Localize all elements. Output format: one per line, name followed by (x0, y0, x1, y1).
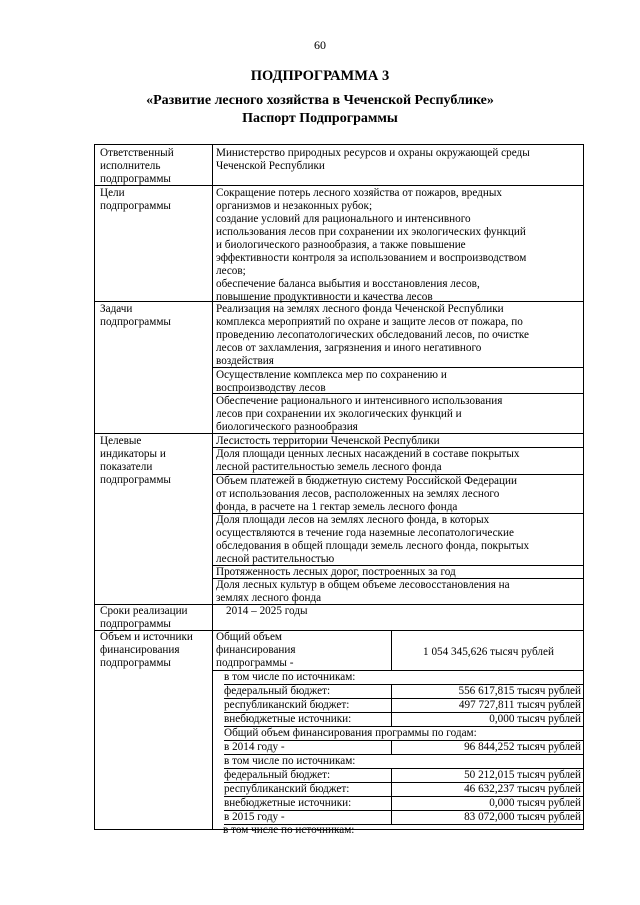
financing-line: в том числе по источникам: (223, 824, 355, 836)
row-separator (95, 301, 583, 302)
task-item: Обеспечение рационального и интенсивного использования лесов при сохранении их экологических функций и биологического разнообразия (216, 395, 503, 433)
financing-line: федеральный бюджет: 556 617,815 тысяч рублей (224, 685, 581, 697)
indicator-item: Протяженность лесных дорог, построенных за год (216, 566, 456, 578)
row-separator (95, 433, 583, 434)
financing-label: Объем и источники финансирования подпрограммы (100, 631, 193, 669)
passport-title: Паспорт Подпрограммы (242, 111, 398, 126)
goals-label: Цели подпрограммы (100, 187, 171, 212)
page-number: 60 (314, 38, 326, 52)
indicator-item: Доля площади лесов на землях лесного фонда, в которых осуществляются в течение года наземные лесопатологические обследования в общей площади земель лесного фонда, покрытых лесной растительностью (216, 514, 530, 565)
subprogram-title: ПОДПРОГРАММА 3 (250, 68, 390, 84)
executor-label: Ответственный исполнитель подпрограммы (100, 147, 174, 185)
goals-value: Сокращение потерь лесного хозяйства от пожаров, вредных организмов и незаконных рубок; создание условий для рационального и интенсивного использования лесов при сохранении их экологических функций и биологического разнообразия, а также повышение эффективности контроля за использованием и воспроизводством лесов; обеспечение баланса выбытия и восстановления лесов, повышение продуктивности и качества лесов (216, 187, 527, 303)
cell-separator (391, 684, 392, 726)
tasks-label: Задачи подпрограммы (100, 303, 171, 328)
task-item: Реализация на землях лесного фонда Чеченской Республики комплекса мероприятий по охране и защите лесов от пожара, по проведению лесопатологических обследований лесов, по очистке лесов от захламления, загрязнения и иного негативного воздействия (216, 303, 529, 367)
cell-separator (212, 393, 583, 394)
financing-line: внебюджетные источники: 0,000 тысяч рублей (224, 797, 581, 809)
financing-line: внебюджетные источники: 0,000 тысяч рублей (224, 713, 581, 725)
terms-label: Сроки реализации подпрограммы (100, 605, 188, 630)
financing-line: федеральный бюджет: 50 212,015 тысяч рублей (224, 769, 581, 781)
financing-line: в 2015 году - 83 072,000 тысяч рублей (224, 811, 581, 823)
passport-table (94, 144, 584, 830)
financing-line: в 2014 году - 96 844,252 тысяч рублей (224, 741, 581, 753)
financing-line: республиканский бюджет: 497 727,811 тысяч рублей (224, 699, 581, 711)
financing-total-label: Общий объем финансирования подпрограммы - (216, 631, 296, 669)
subprogram-subtitle: «Развитие лесного хозяйства в Чеченской Республике» (146, 93, 494, 108)
cell-separator (391, 631, 392, 670)
task-item: Осуществление комплекса мер по сохранению и воспроизводству лесов (216, 369, 447, 394)
cell-separator (212, 367, 583, 368)
financing-line: в том числе по источникам: (224, 755, 356, 767)
financing-line: в том числе по источникам: (224, 671, 356, 683)
terms-value: 2014 – 2025 годы (226, 605, 308, 617)
financing-total-value: 1 054 345,626 тысяч рублей (423, 646, 554, 658)
financing-line: республиканский бюджет: 46 632,237 тысяч рублей (224, 783, 581, 795)
indicators-label: Целевые индикаторы и показатели подпрограммы (100, 435, 171, 486)
row-separator (95, 185, 583, 186)
indicator-item: Лесистость территории Чеченской Республики (216, 435, 440, 447)
cell-separator (391, 740, 392, 754)
indicator-item: Доля площади ценных лесных насаждений в составе покрытых лесной растительностью земель лесного фонда (216, 448, 520, 473)
indicator-item: Доля лесных культур в общем объеме лесовосстановления на землях лесного фонда (216, 579, 510, 604)
executor-value: Министерство природных ресурсов и охраны окружающей среды Чеченской Республики (216, 147, 530, 172)
cell-separator (391, 768, 392, 824)
financing-line: Общий объем финансирования программы по годам: (224, 727, 477, 739)
indicator-item: Объем платежей в бюджетную систему Российской Федерации от использования лесов, расположенных на землях лесного фонда, в расчете на 1 гектар земель лесного фонда (216, 475, 517, 513)
